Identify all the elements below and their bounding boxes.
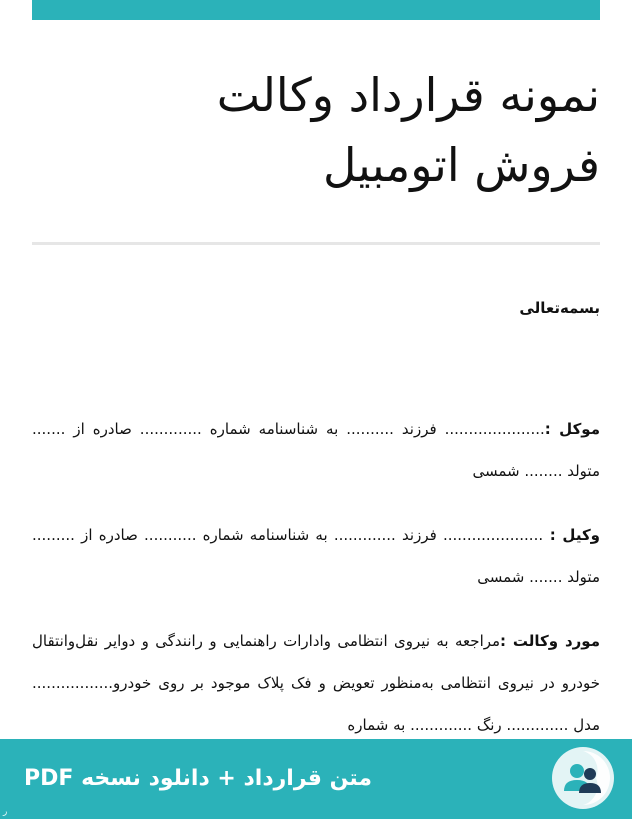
bismillah-heading: بسمه‌تعالی [519,299,600,317]
client-paragraph [32,408,600,492]
page-title [32,60,600,200]
client-label: موکل : [544,420,600,438]
top-accent-bar [32,0,600,20]
corner-mark: ر [3,807,8,817]
attorney-paragraph [32,514,600,598]
title-divider [32,242,600,245]
download-banner[interactable] [0,739,632,819]
users-group-icon [552,747,614,809]
title-line-2: فروش اتومبیل [323,138,600,192]
attorney-text: ..................... فرزند ............. به شناسنامه شماره ........... صادره از ......... متولد ....... شمسی [32,526,600,586]
subject-label: مورد وکالت : [500,632,600,650]
title-line-1: نمونه قرارداد وکالت [216,68,600,122]
subject-paragraph [32,620,600,746]
client-text: ..................... فرزند .......... به شناسنامه شماره ............. صادره از ....... متولد ........ شمسی [32,420,600,480]
attorney-label: وکیل : [543,526,600,544]
download-banner-text[interactable]: متن قرارداد + دانلود نسخه PDF [24,766,372,791]
site-logo[interactable] [552,747,614,809]
contract-body [32,288,600,768]
subject-text: مراجعه به نیروی انتظامی وادارات راهنمایی و رانندگی و دوایر نقل‌وانتقال خودرو در نیروی انتظامی به‌منظور تعویض و فک پلاک موجود بر روی خودرو................. مدل ............. رنگ ............. به شماره [32,632,600,734]
